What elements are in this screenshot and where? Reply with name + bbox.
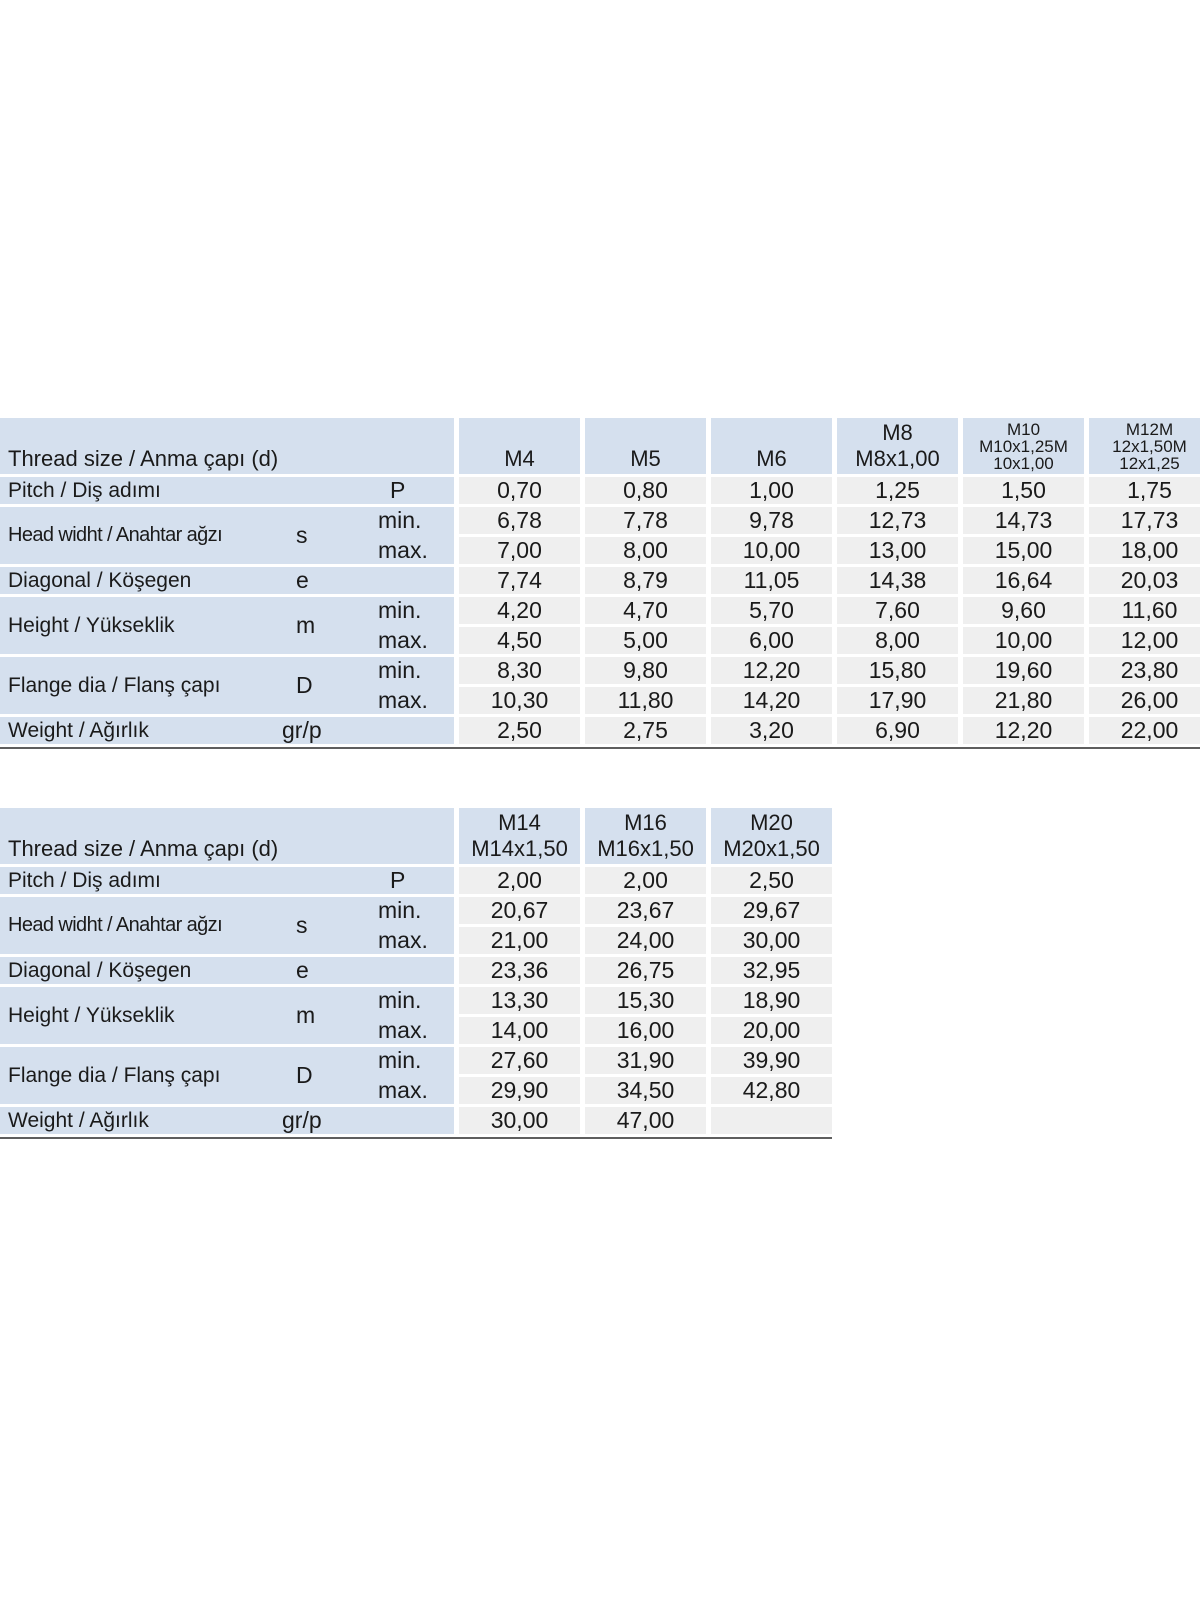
height-min-row — [459, 987, 837, 1014]
thread-size-column-header — [459, 418, 580, 474]
height-value-cell: 16,00 — [585, 1017, 706, 1044]
header-row — [0, 808, 837, 864]
pitch-value-row — [459, 477, 1200, 504]
height-max-row — [459, 627, 1200, 654]
thread-size-column-header — [711, 808, 832, 864]
table-bottom-rule — [0, 747, 1200, 749]
head-width-value-cell: 10,00 — [711, 537, 832, 564]
thread-size-value: M12M — [1125, 420, 1174, 439]
flange-dia-label-cell — [0, 1047, 454, 1104]
weight-symbol: gr/p — [282, 1107, 322, 1133]
min-label: min. — [378, 897, 422, 923]
thread-size-value: M5 — [630, 446, 661, 471]
pitch-value-cell: 0,80 — [585, 477, 706, 504]
diagonal-values — [459, 957, 837, 984]
head-width-label: Head widht / Anahtar ağzı — [8, 914, 223, 936]
diagonal-value-cell: 14,38 — [837, 567, 958, 594]
thread-size-value: 12x1,25 — [1119, 454, 1180, 473]
height-value-cell: 12,00 — [1089, 627, 1200, 654]
flange-dia-label: Flange dia / Flanş çapı — [8, 674, 221, 697]
height-value-cell: 8,00 — [837, 627, 958, 654]
thread-size-column-header — [837, 418, 958, 474]
weight-value-row — [459, 717, 1200, 744]
flange-dia-value-cell: 23,80 — [1089, 657, 1200, 684]
flange-dia-value-cell: 17,90 — [837, 687, 958, 714]
height-range-labels — [378, 595, 428, 655]
head-width-value-cell: 17,73 — [1089, 507, 1200, 534]
min-label: min. — [378, 657, 422, 683]
head-width-value-cell: 6,78 — [459, 507, 580, 534]
height-value-cell: 4,50 — [459, 627, 580, 654]
thread-size-column-header — [963, 418, 1084, 474]
weight-label-cell — [0, 1107, 454, 1134]
height-value-cell: 15,30 — [585, 987, 706, 1014]
head-width-value-cell: 24,00 — [585, 927, 706, 954]
weight-values — [459, 1107, 837, 1134]
pitch-label-cell — [0, 867, 454, 894]
diagonal-value-cell: 20,03 — [1089, 567, 1200, 594]
table-bottom-rule — [0, 1137, 832, 1139]
weight-label-cell — [0, 717, 454, 744]
flange-dia-value-cell: 26,00 — [1089, 687, 1200, 714]
spec-table-1 — [0, 418, 1200, 747]
pitch-value-cell: 1,00 — [711, 477, 832, 504]
max-label: max. — [378, 687, 428, 713]
diagonal-value-cell: 23,36 — [459, 957, 580, 984]
head-width-symbol: s — [296, 912, 308, 938]
head-width-value-cell: 7,78 — [585, 507, 706, 534]
flange-dia-value-cell: 31,90 — [585, 1047, 706, 1074]
pitch-value-cell: 1,25 — [837, 477, 958, 504]
weight-value-cell: 2,75 — [585, 717, 706, 744]
diagonal-label: Diagonal / Köşegen — [8, 959, 192, 982]
flange-dia-value-cell: 29,90 — [459, 1077, 580, 1104]
head-width-value-cell: 7,00 — [459, 537, 580, 564]
weight-value-cell: 3,20 — [711, 717, 832, 744]
head-width-row — [0, 897, 837, 954]
thread-size-value: M10 — [1006, 420, 1041, 439]
weight-values — [459, 717, 1200, 744]
head-width-value-cell: 29,67 — [711, 897, 832, 924]
head-width-min-row — [459, 507, 1200, 534]
pitch-label: Pitch / Diş adımı — [8, 869, 161, 892]
flange-dia-value-cell: 14,20 — [711, 687, 832, 714]
height-row — [0, 987, 837, 1044]
flange-dia-row — [0, 657, 1200, 714]
max-label: max. — [378, 627, 428, 653]
diagonal-symbol: e — [296, 957, 309, 983]
flange-dia-max-row — [459, 1077, 837, 1104]
thread-size-label: Thread size / Anma çapı (d) — [8, 836, 279, 861]
head-width-range-labels — [378, 505, 428, 565]
thread-size-value: M6 — [756, 446, 787, 471]
height-row — [0, 597, 1200, 654]
flange-dia-value-cell: 19,60 — [963, 657, 1084, 684]
thread-size-value: M8x1,00 — [855, 446, 940, 471]
head-width-value-cell: 23,67 — [585, 897, 706, 924]
height-value-cell: 10,00 — [963, 627, 1084, 654]
height-value-cell: 13,30 — [459, 987, 580, 1014]
max-label: max. — [378, 1017, 428, 1043]
height-max-row — [459, 1017, 837, 1044]
flange-dia-value-cell: 9,80 — [585, 657, 706, 684]
pitch-values — [459, 867, 837, 894]
head-width-label-cell — [0, 507, 454, 564]
weight-value-cell — [711, 1107, 832, 1134]
flange-dia-value-cell: 34,50 — [585, 1077, 706, 1104]
head-width-value-cell: 9,78 — [711, 507, 832, 534]
flange-dia-values — [459, 1047, 837, 1104]
height-value-cell: 4,20 — [459, 597, 580, 624]
height-value-cell: 9,60 — [963, 597, 1084, 624]
head-width-values — [459, 507, 1200, 564]
thread-size-header — [0, 418, 454, 474]
diagonal-label-cell — [0, 957, 454, 984]
head-width-value-cell: 12,73 — [837, 507, 958, 534]
head-width-range-labels — [378, 895, 428, 955]
weight-value-cell: 22,00 — [1089, 717, 1200, 744]
weight-value-cell: 2,50 — [459, 717, 580, 744]
head-width-min-row — [459, 897, 837, 924]
flange-dia-values — [459, 657, 1200, 714]
flange-dia-symbol: D — [296, 1062, 313, 1088]
diagonal-label: Diagonal / Köşegen — [8, 569, 192, 592]
min-label: min. — [378, 1047, 422, 1073]
weight-row — [0, 717, 1200, 744]
height-label: Height / Yükseklik — [8, 1004, 175, 1027]
height-label-cell — [0, 597, 454, 654]
thread-size-header — [0, 808, 454, 864]
weight-row — [0, 1107, 837, 1134]
flange-dia-max-row — [459, 687, 1200, 714]
flange-dia-value-cell: 39,90 — [711, 1047, 832, 1074]
height-label-cell — [0, 987, 454, 1044]
flange-dia-value-cell: 11,80 — [585, 687, 706, 714]
thread-size-label: Thread size / Anma çapı (d) — [8, 446, 279, 471]
pitch-value-cell: 1,50 — [963, 477, 1084, 504]
head-width-value-cell: 30,00 — [711, 927, 832, 954]
flange-dia-symbol: D — [296, 672, 313, 698]
diagonal-value-cell: 32,95 — [711, 957, 832, 984]
weight-label: Weight / Ağırlık — [8, 1109, 149, 1132]
height-label: Height / Yükseklik — [8, 614, 175, 637]
max-label: max. — [378, 927, 428, 953]
thread-size-value: M20x1,50 — [723, 836, 820, 861]
head-width-max-row — [459, 927, 837, 954]
pitch-row — [0, 477, 1200, 504]
thread-size-column-header — [585, 808, 706, 864]
diagonal-value-cell: 7,74 — [459, 567, 580, 594]
thread-size-value: M16x1,50 — [597, 836, 694, 861]
pitch-value-row — [459, 867, 837, 894]
weight-label: Weight / Ağırlık — [8, 719, 149, 742]
pitch-symbol: P — [390, 867, 406, 893]
flange-dia-range-labels — [378, 655, 428, 715]
pitch-value-cell: 1,75 — [1089, 477, 1200, 504]
height-range-labels — [378, 985, 428, 1045]
weight-value-cell: 6,90 — [837, 717, 958, 744]
flange-dia-value-cell: 15,80 — [837, 657, 958, 684]
head-width-label-cell — [0, 897, 454, 954]
thread-size-value: M10x1,25M — [979, 437, 1068, 456]
diagonal-row — [0, 567, 1200, 594]
pitch-value-cell: 2,50 — [711, 867, 832, 894]
flange-dia-value-cell: 12,20 — [711, 657, 832, 684]
head-width-row — [0, 507, 1200, 564]
flange-dia-value-cell: 8,30 — [459, 657, 580, 684]
thread-size-column-header — [585, 418, 706, 474]
diagonal-value-row — [459, 567, 1200, 594]
flange-dia-value-cell: 21,80 — [963, 687, 1084, 714]
pitch-values — [459, 477, 1200, 504]
head-width-value-cell: 14,73 — [963, 507, 1084, 534]
diagonal-value-row — [459, 957, 837, 984]
head-width-label: Head widht / Anahtar ağzı — [8, 524, 223, 546]
diagonal-value-cell: 26,75 — [585, 957, 706, 984]
head-width-values — [459, 897, 837, 954]
pitch-label-cell — [0, 477, 454, 504]
pitch-symbol: P — [390, 477, 406, 503]
head-width-max-row — [459, 537, 1200, 564]
pitch-value-cell: 0,70 — [459, 477, 580, 504]
diagonal-symbol: e — [296, 567, 309, 593]
diagonal-values — [459, 567, 1200, 594]
height-value-cell: 7,60 — [837, 597, 958, 624]
weight-symbol: gr/p — [282, 717, 322, 743]
pitch-row — [0, 867, 837, 894]
head-width-value-cell: 15,00 — [963, 537, 1084, 564]
height-value-cell: 18,90 — [711, 987, 832, 1014]
flange-dia-min-row — [459, 657, 1200, 684]
min-label: min. — [378, 507, 422, 533]
diagonal-label-cell — [0, 567, 454, 594]
height-value-cell: 20,00 — [711, 1017, 832, 1044]
max-label: max. — [378, 1077, 428, 1103]
thread-size-value: M4 — [504, 446, 535, 471]
thread-size-value: 12x1,50M — [1112, 437, 1187, 456]
head-width-symbol: s — [296, 522, 308, 548]
pitch-value-cell: 2,00 — [459, 867, 580, 894]
thread-size-column-header — [459, 808, 580, 864]
height-value-cell: 4,70 — [585, 597, 706, 624]
height-min-row — [459, 597, 1200, 624]
thread-size-column-header — [711, 418, 832, 474]
thread-size-value: 10x1,00 — [993, 454, 1054, 473]
spec-table-2 — [0, 808, 837, 1137]
thread-size-column-header — [1089, 418, 1200, 474]
height-value-cell: 11,60 — [1089, 597, 1200, 624]
min-label: min. — [378, 597, 422, 623]
flange-dia-min-row — [459, 1047, 837, 1074]
head-width-value-cell: 18,00 — [1089, 537, 1200, 564]
thread-size-value: M16 — [624, 810, 667, 835]
height-value-cell: 6,00 — [711, 627, 832, 654]
flange-dia-label: Flange dia / Flanş çapı — [8, 1064, 221, 1087]
flange-dia-value-cell: 27,60 — [459, 1047, 580, 1074]
weight-value-cell: 47,00 — [585, 1107, 706, 1134]
height-values — [459, 597, 1200, 654]
height-value-cell: 5,70 — [711, 597, 832, 624]
min-label: min. — [378, 987, 422, 1013]
head-width-value-cell: 21,00 — [459, 927, 580, 954]
head-width-value-cell: 13,00 — [837, 537, 958, 564]
flange-dia-label-cell — [0, 657, 454, 714]
weight-value-row — [459, 1107, 837, 1134]
head-width-value-cell: 20,67 — [459, 897, 580, 924]
height-value-cell: 5,00 — [585, 627, 706, 654]
diagonal-value-cell: 11,05 — [711, 567, 832, 594]
weight-value-cell: 12,20 — [963, 717, 1084, 744]
pitch-value-cell: 2,00 — [585, 867, 706, 894]
flange-dia-value-cell: 10,30 — [459, 687, 580, 714]
flange-dia-row — [0, 1047, 837, 1104]
diagonal-value-cell: 16,64 — [963, 567, 1084, 594]
height-value-cell: 14,00 — [459, 1017, 580, 1044]
flange-dia-value-cell: 42,80 — [711, 1077, 832, 1104]
weight-value-cell: 30,00 — [459, 1107, 580, 1134]
pitch-label: Pitch / Diş adımı — [8, 479, 161, 502]
thread-size-value: M14 — [498, 810, 541, 835]
max-label: max. — [378, 537, 428, 563]
head-width-value-cell: 8,00 — [585, 537, 706, 564]
height-symbol: m — [296, 612, 316, 638]
thread-size-value: M14x1,50 — [471, 836, 568, 861]
diagonal-value-cell: 8,79 — [585, 567, 706, 594]
flange-dia-range-labels — [378, 1045, 428, 1105]
header-row — [0, 418, 1200, 474]
height-values — [459, 987, 837, 1044]
thread-size-value: M20 — [750, 810, 793, 835]
diagonal-row — [0, 957, 837, 984]
height-symbol: m — [296, 1002, 316, 1028]
thread-size-value: M8 — [882, 420, 913, 445]
